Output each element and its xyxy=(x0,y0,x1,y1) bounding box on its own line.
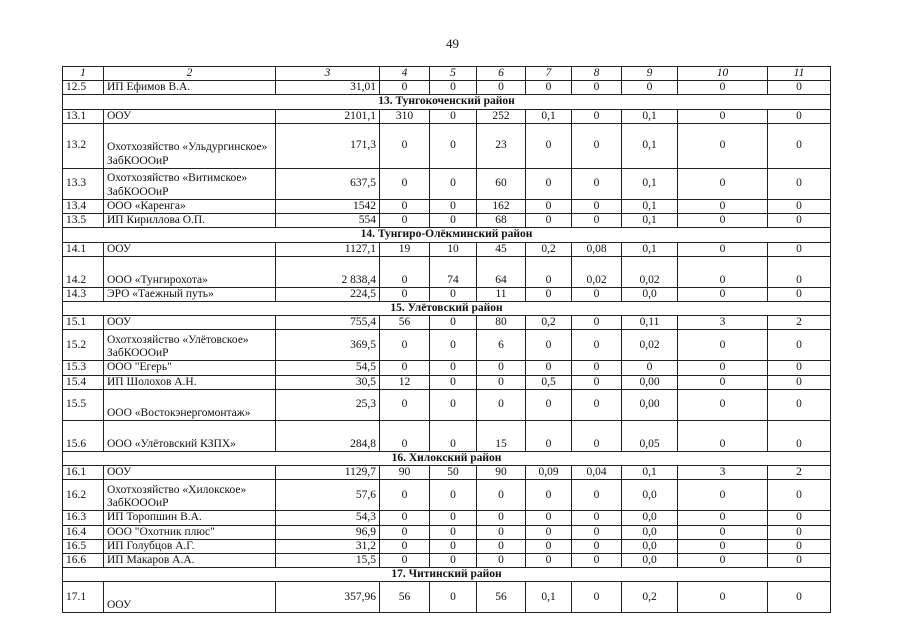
col-7-cell: 0 xyxy=(526,480,572,511)
col-5-cell: 0 xyxy=(430,553,477,567)
col-9-cell: 0,1 xyxy=(622,168,678,199)
row-number-cell: 16.4 xyxy=(63,525,104,539)
col-11-cell: 0 xyxy=(768,330,831,361)
col-9-cell: 0,02 xyxy=(622,330,678,361)
area-cell: 755,4 xyxy=(276,316,380,330)
col-7-cell: 0,1 xyxy=(526,582,572,613)
col-8-cell: 0 xyxy=(572,480,622,511)
row-number-cell: 15.4 xyxy=(63,375,104,389)
col-10-cell: 3 xyxy=(678,316,768,330)
col-9-cell: 0,00 xyxy=(622,389,678,420)
col-4-cell: 0 xyxy=(380,511,430,525)
col-4-cell: 0 xyxy=(380,389,430,420)
owner-name-cell: Охотхозяйство «Ульдургинское» ЗабКОООиР xyxy=(104,123,276,168)
col-5-cell: 0 xyxy=(430,480,477,511)
col-5-cell: 0 xyxy=(430,420,477,451)
col-5-cell: 10 xyxy=(430,242,477,256)
col-4-cell: 0 xyxy=(380,256,430,287)
area-cell: 31,2 xyxy=(276,539,380,553)
col-8-cell: 0 xyxy=(572,539,622,553)
col-11-cell: 0 xyxy=(768,582,831,613)
col-5-cell: 0 xyxy=(430,525,477,539)
owner-name-cell: ООУ xyxy=(104,466,276,480)
col-10-cell: 0 xyxy=(678,480,768,511)
row-number-cell: 13.1 xyxy=(63,109,104,123)
col-10-cell: 0 xyxy=(678,287,768,301)
col-10-cell: 0 xyxy=(678,389,768,420)
section-header-row xyxy=(63,228,831,242)
area-cell: 171,3 xyxy=(276,123,380,168)
col-5-cell: 0 xyxy=(430,361,477,375)
col-7-cell: 0,5 xyxy=(526,375,572,389)
col-9-cell: 0,1 xyxy=(622,466,678,480)
owner-name-cell: ИП Шолохов А.Н. xyxy=(104,375,276,389)
col-5-cell: 0 xyxy=(430,389,477,420)
col-9-cell: 0,0 xyxy=(622,539,678,553)
col-7-cell: 0 xyxy=(526,199,572,213)
col-11-cell: 0 xyxy=(768,256,831,287)
row-number-cell: 16.3 xyxy=(63,511,104,525)
table-row xyxy=(63,361,831,375)
owner-name-cell: Охотхозяйство «Витимское» ЗабКОООиР xyxy=(104,168,276,199)
column-number-header-row xyxy=(63,67,831,81)
column-number-cell: 2 xyxy=(104,67,276,81)
col-10-cell: 0 xyxy=(678,242,768,256)
col-5-cell: 74 xyxy=(430,256,477,287)
col-7-cell: 0 xyxy=(526,525,572,539)
row-number-cell: 17.1 xyxy=(63,582,104,613)
col-9-cell: 0,1 xyxy=(622,242,678,256)
owner-name-cell: ИП Ефимов В.А. xyxy=(104,81,276,95)
row-number-cell: 14.1 xyxy=(63,242,104,256)
col-11-cell: 0 xyxy=(768,123,831,168)
col-8-cell: 0 xyxy=(572,123,622,168)
column-number-cell: 8 xyxy=(572,67,622,81)
col-7-cell: 0 xyxy=(526,389,572,420)
col-10-cell: 0 xyxy=(678,539,768,553)
col-9-cell: 0,0 xyxy=(622,511,678,525)
table-row xyxy=(63,480,831,511)
col-11-cell: 2 xyxy=(768,466,831,480)
col-5-cell: 0 xyxy=(430,330,477,361)
col-11-cell: 0 xyxy=(768,553,831,567)
col-5-cell: 0 xyxy=(430,539,477,553)
col-6-cell: 15 xyxy=(477,420,526,451)
col-6-cell: 64 xyxy=(477,256,526,287)
col-9-cell: 0,1 xyxy=(622,214,678,228)
col-8-cell: 0 xyxy=(572,420,622,451)
col-6-cell: 80 xyxy=(477,316,526,330)
table-row xyxy=(63,511,831,525)
table-row xyxy=(63,316,831,330)
col-9-cell: 0 xyxy=(622,361,678,375)
table-row xyxy=(63,81,831,95)
col-8-cell: 0,04 xyxy=(572,466,622,480)
col-5-cell: 0 xyxy=(430,316,477,330)
col-6-cell: 90 xyxy=(477,466,526,480)
col-7-cell: 0 xyxy=(526,553,572,567)
section-header-row xyxy=(63,451,831,465)
col-6-cell: 0 xyxy=(477,511,526,525)
col-11-cell: 0 xyxy=(768,199,831,213)
owner-name-cell: ООО "Охотник плюс" xyxy=(104,525,276,539)
row-number-cell: 16.5 xyxy=(63,539,104,553)
col-8-cell: 0 xyxy=(572,287,622,301)
row-number-cell: 13.4 xyxy=(63,199,104,213)
col-4-cell: 310 xyxy=(380,109,430,123)
col-11-cell: 0 xyxy=(768,420,831,451)
table-row xyxy=(63,123,831,168)
col-4-cell: 0 xyxy=(380,330,430,361)
col-8-cell: 0 xyxy=(572,81,622,95)
col-10-cell: 0 xyxy=(678,214,768,228)
owner-name-cell: ООУ xyxy=(104,242,276,256)
col-6-cell: 0 xyxy=(477,539,526,553)
col-5-cell: 0 xyxy=(430,168,477,199)
col-4-cell: 56 xyxy=(380,316,430,330)
section-header-row xyxy=(63,301,831,315)
area-cell: 224,5 xyxy=(276,287,380,301)
section-title: 17. Читинский район xyxy=(63,568,831,582)
area-cell: 96,9 xyxy=(276,525,380,539)
area-cell: 30,5 xyxy=(276,375,380,389)
col-7-cell: 0,2 xyxy=(526,242,572,256)
col-10-cell: 0 xyxy=(678,582,768,613)
table-row xyxy=(63,214,831,228)
data-table xyxy=(62,66,831,613)
col-8-cell: 0 xyxy=(572,168,622,199)
owner-name-cell: ИП Торопшин В.А. xyxy=(104,511,276,525)
table-row xyxy=(63,582,831,613)
section-title: 16. Хилокский район xyxy=(63,451,831,465)
section-header-row xyxy=(63,95,831,109)
col-9-cell: 0,0 xyxy=(622,553,678,567)
row-number-cell: 16.2 xyxy=(63,480,104,511)
column-number-cell: 5 xyxy=(430,67,477,81)
col-4-cell: 0 xyxy=(380,361,430,375)
col-8-cell: 0 xyxy=(572,582,622,613)
col-4-cell: 0 xyxy=(380,480,430,511)
col-6-cell: 0 xyxy=(477,480,526,511)
col-10-cell: 0 xyxy=(678,330,768,361)
section-title: 13. Тунгокоченский район xyxy=(63,95,831,109)
col-6-cell: 11 xyxy=(477,287,526,301)
owner-name-cell: Охотхозяйство «Хилокское» ЗабКОООиР xyxy=(104,480,276,511)
section-header-row xyxy=(63,568,831,582)
col-4-cell: 0 xyxy=(380,81,430,95)
area-cell: 31,01 xyxy=(276,81,380,95)
row-number-cell: 13.2 xyxy=(63,123,104,168)
col-10-cell: 0 xyxy=(678,420,768,451)
col-4-cell: 12 xyxy=(380,375,430,389)
col-11-cell: 0 xyxy=(768,361,831,375)
col-4-cell: 0 xyxy=(380,199,430,213)
col-11-cell: 0 xyxy=(768,168,831,199)
col-4-cell: 0 xyxy=(380,168,430,199)
col-4-cell: 0 xyxy=(380,123,430,168)
col-8-cell: 0 xyxy=(572,375,622,389)
area-cell: 15,5 xyxy=(276,553,380,567)
col-8-cell: 0 xyxy=(572,525,622,539)
col-6-cell: 162 xyxy=(477,199,526,213)
col-5-cell: 0 xyxy=(430,109,477,123)
row-number-cell: 14.3 xyxy=(63,287,104,301)
col-11-cell: 0 xyxy=(768,287,831,301)
owner-name-cell: ООО «Каренга» xyxy=(104,199,276,213)
col-9-cell: 0,1 xyxy=(622,109,678,123)
col-10-cell: 0 xyxy=(678,361,768,375)
col-4-cell: 0 xyxy=(380,539,430,553)
col-8-cell: 0 xyxy=(572,109,622,123)
col-7-cell: 0 xyxy=(526,168,572,199)
column-number-cell: 9 xyxy=(622,67,678,81)
col-11-cell: 0 xyxy=(768,389,831,420)
col-10-cell: 0 xyxy=(678,199,768,213)
col-11-cell: 0 xyxy=(768,480,831,511)
table-row xyxy=(63,242,831,256)
area-cell: 2 838,4 xyxy=(276,256,380,287)
col-7-cell: 0,09 xyxy=(526,466,572,480)
table-row xyxy=(63,389,831,420)
col-5-cell: 50 xyxy=(430,466,477,480)
owner-name-cell: ИП Кириллова О.П. xyxy=(104,214,276,228)
table-row xyxy=(63,420,831,451)
row-number-cell: 13.5 xyxy=(63,214,104,228)
col-7-cell: 0 xyxy=(526,361,572,375)
col-8-cell: 0 xyxy=(572,511,622,525)
col-9-cell: 0,1 xyxy=(622,123,678,168)
area-cell: 357,96 xyxy=(276,582,380,613)
col-8-cell: 0 xyxy=(572,330,622,361)
area-cell: 1129,7 xyxy=(276,466,380,480)
row-number-cell: 15.1 xyxy=(63,316,104,330)
col-9-cell: 0,1 xyxy=(622,199,678,213)
owner-name-cell: ООУ xyxy=(104,582,276,613)
area-cell: 2101,1 xyxy=(276,109,380,123)
column-number-cell: 11 xyxy=(768,67,831,81)
table-row xyxy=(63,109,831,123)
col-7-cell: 0 xyxy=(526,123,572,168)
col-11-cell: 0 xyxy=(768,539,831,553)
col-6-cell: 0 xyxy=(477,361,526,375)
col-8-cell: 0 xyxy=(572,214,622,228)
table-row xyxy=(63,553,831,567)
col-10-cell: 0 xyxy=(678,511,768,525)
col-8-cell: 0 xyxy=(572,553,622,567)
col-4-cell: 0 xyxy=(380,214,430,228)
col-6-cell: 252 xyxy=(477,109,526,123)
row-number-cell: 16.1 xyxy=(63,466,104,480)
col-7-cell: 0,1 xyxy=(526,109,572,123)
col-11-cell: 2 xyxy=(768,316,831,330)
col-6-cell: 0 xyxy=(477,375,526,389)
table-row xyxy=(63,256,831,287)
col-11-cell: 0 xyxy=(768,242,831,256)
col-9-cell: 0,0 xyxy=(622,287,678,301)
col-5-cell: 0 xyxy=(430,81,477,95)
table-row xyxy=(63,375,831,389)
owner-name-cell: ООУ xyxy=(104,109,276,123)
col-8-cell: 0 xyxy=(572,199,622,213)
col-10-cell: 0 xyxy=(678,525,768,539)
column-number-cell: 6 xyxy=(477,67,526,81)
col-11-cell: 0 xyxy=(768,511,831,525)
area-cell: 369,5 xyxy=(276,330,380,361)
col-9-cell: 0,0 xyxy=(622,525,678,539)
col-9-cell: 0,0 xyxy=(622,480,678,511)
col-7-cell: 0 xyxy=(526,420,572,451)
col-10-cell: 0 xyxy=(678,256,768,287)
col-7-cell: 0,2 xyxy=(526,316,572,330)
col-6-cell: 45 xyxy=(477,242,526,256)
area-cell: 637,5 xyxy=(276,168,380,199)
col-7-cell: 0 xyxy=(526,214,572,228)
area-cell: 1127,1 xyxy=(276,242,380,256)
col-7-cell: 0 xyxy=(526,539,572,553)
area-cell: 57,6 xyxy=(276,480,380,511)
col-11-cell: 0 xyxy=(768,375,831,389)
col-7-cell: 0 xyxy=(526,330,572,361)
col-6-cell: 0 xyxy=(477,553,526,567)
col-5-cell: 0 xyxy=(430,375,477,389)
owner-name-cell: ООУ xyxy=(104,316,276,330)
col-4-cell: 0 xyxy=(380,420,430,451)
table-row xyxy=(63,330,831,361)
col-9-cell: 0 xyxy=(622,81,678,95)
column-number-cell: 10 xyxy=(678,67,768,81)
col-4-cell: 0 xyxy=(380,287,430,301)
col-8-cell: 0,08 xyxy=(572,242,622,256)
owner-name-cell: ООО «Востокэнергомонтаж» xyxy=(104,389,276,420)
col-6-cell: 56 xyxy=(477,582,526,613)
col-9-cell: 0,00 xyxy=(622,375,678,389)
column-number-cell: 7 xyxy=(526,67,572,81)
col-5-cell: 0 xyxy=(430,123,477,168)
col-8-cell: 0 xyxy=(572,389,622,420)
col-10-cell: 0 xyxy=(678,81,768,95)
col-10-cell: 0 xyxy=(678,375,768,389)
col-11-cell: 0 xyxy=(768,109,831,123)
col-10-cell: 0 xyxy=(678,168,768,199)
col-7-cell: 0 xyxy=(526,256,572,287)
owner-name-cell: ООО «Тунгирохота» xyxy=(104,256,276,287)
section-title: 15. Улётовский район xyxy=(63,301,831,315)
col-10-cell: 0 xyxy=(678,109,768,123)
area-cell: 554 xyxy=(276,214,380,228)
row-number-cell: 12.5 xyxy=(63,81,104,95)
col-11-cell: 0 xyxy=(768,525,831,539)
col-4-cell: 90 xyxy=(380,466,430,480)
table-row xyxy=(63,199,831,213)
col-7-cell: 0 xyxy=(526,511,572,525)
table-row xyxy=(63,525,831,539)
owner-name-cell: ИП Макаров А.А. xyxy=(104,553,276,567)
table-row xyxy=(63,287,831,301)
column-number-cell: 4 xyxy=(380,67,430,81)
table-row xyxy=(63,168,831,199)
col-9-cell: 0,05 xyxy=(622,420,678,451)
col-6-cell: 23 xyxy=(477,123,526,168)
col-7-cell: 0 xyxy=(526,81,572,95)
col-10-cell: 0 xyxy=(678,553,768,567)
col-6-cell: 60 xyxy=(477,168,526,199)
owner-name-cell: ООО «Улётовский КЗПХ» xyxy=(104,420,276,451)
col-5-cell: 0 xyxy=(430,199,477,213)
col-5-cell: 0 xyxy=(430,287,477,301)
col-5-cell: 0 xyxy=(430,511,477,525)
column-number-cell: 1 xyxy=(63,67,104,81)
col-6-cell: 6 xyxy=(477,330,526,361)
col-4-cell: 56 xyxy=(380,582,430,613)
owner-name-cell: ООО "Егерь" xyxy=(104,361,276,375)
column-number-cell: 3 xyxy=(276,67,380,81)
col-8-cell: 0,02 xyxy=(572,256,622,287)
row-number-cell: 15.6 xyxy=(63,420,104,451)
area-cell: 54,3 xyxy=(276,511,380,525)
col-8-cell: 0 xyxy=(572,316,622,330)
area-cell: 25,3 xyxy=(276,389,380,420)
col-6-cell: 0 xyxy=(477,81,526,95)
row-number-cell: 13.3 xyxy=(63,168,104,199)
area-cell: 1542 xyxy=(276,199,380,213)
col-9-cell: 0,02 xyxy=(622,256,678,287)
col-6-cell: 68 xyxy=(477,214,526,228)
area-cell: 284,8 xyxy=(276,420,380,451)
col-4-cell: 0 xyxy=(380,553,430,567)
col-10-cell: 3 xyxy=(678,466,768,480)
col-6-cell: 0 xyxy=(477,389,526,420)
row-number-cell: 15.3 xyxy=(63,361,104,375)
row-number-cell: 15.5 xyxy=(63,389,104,420)
owner-name-cell: ЭРО «Таежный путь» xyxy=(104,287,276,301)
row-number-cell: 15.2 xyxy=(63,330,104,361)
col-11-cell: 0 xyxy=(768,81,831,95)
row-number-cell: 14.2 xyxy=(63,256,104,287)
area-cell: 54,5 xyxy=(276,361,380,375)
table-row xyxy=(63,539,831,553)
owner-name-cell: Охотхозяйство «Улётовское» ЗабКОООиР xyxy=(104,330,276,361)
col-4-cell: 19 xyxy=(380,242,430,256)
col-9-cell: 0,2 xyxy=(622,582,678,613)
col-6-cell: 0 xyxy=(477,525,526,539)
col-5-cell: 0 xyxy=(430,582,477,613)
row-number-cell: 16.6 xyxy=(63,553,104,567)
col-8-cell: 0 xyxy=(572,361,622,375)
col-10-cell: 0 xyxy=(678,123,768,168)
col-5-cell: 0 xyxy=(430,214,477,228)
col-9-cell: 0,11 xyxy=(622,316,678,330)
col-11-cell: 0 xyxy=(768,214,831,228)
section-title: 14. Тунгиро-Олёкминский район xyxy=(63,228,831,242)
page-number: 49 xyxy=(446,36,459,51)
owner-name-cell: ИП Голубцов А.Г. xyxy=(104,539,276,553)
col-7-cell: 0 xyxy=(526,287,572,301)
table-row xyxy=(63,466,831,480)
col-4-cell: 0 xyxy=(380,525,430,539)
